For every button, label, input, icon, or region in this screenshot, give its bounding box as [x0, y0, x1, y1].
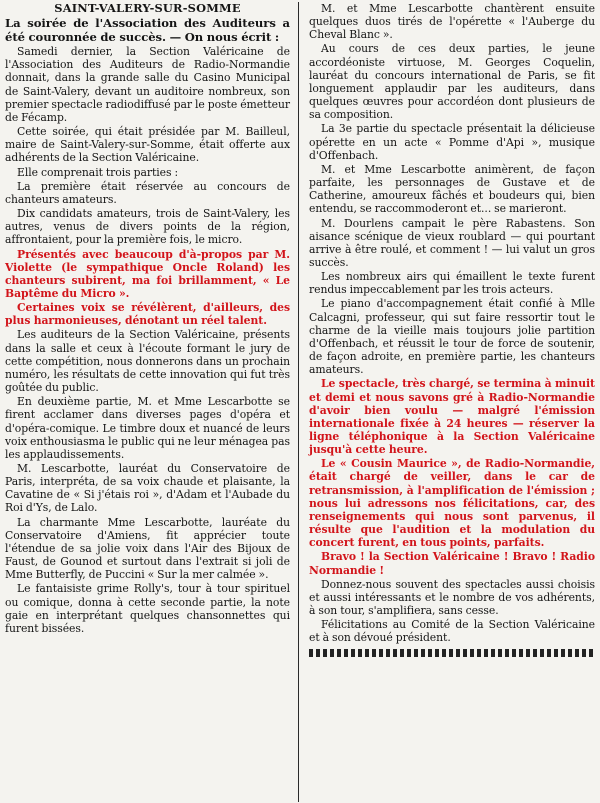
- right-paragraphs: [309, 2, 595, 645]
- paragraph: La première était réservée au concours de chanteurs amateurs.: [5, 179, 290, 206]
- right-column: [309, 2, 595, 657]
- end-rule: [309, 649, 595, 657]
- paragraph: Elle comprenait trois parties :: [17, 165, 179, 179]
- paragraph: Donnez-nous souvent des spectacles aussi choisis et aussi intéressants et le nombre de vos adhérents, à son tour, s'amplifiera, sans cesse.: [309, 577, 595, 618]
- paragraph: M. Lescarbotte, lauréat du Conservatoire de Paris, interpréta, de sa voix chaude et plaisante, la Cavatine de « Si j'étais roi », d'Adam et l'Aubade du Roi d'Ys, de Lalo.: [5, 462, 290, 515]
- column-divider: [298, 2, 299, 802]
- paragraph: Cette soirée, qui était présidée par M. Bailleul, maire de Saint-Valery-sur-Somme, était offerte aux adhérents de la Section Valéricaine.: [5, 125, 290, 165]
- left-column: [5, 2, 290, 636]
- paragraph: La charmante Mme Lescarbotte, lauréate du Conservatoire d'Amiens, fit apprécier toute l'étendue de sa jolie voix dans l'Air des Bijoux de Faust, de Gounod et surtout dans l'extrait si joli de Mme Butterfly, de Puccini « Sur la mer calmée ».: [5, 515, 290, 582]
- headline: La soirée de l'Association des Auditeurs a été couronnée de succès. — On nous écrit :: [5, 16, 290, 45]
- paragraph: Au cours de ces deux parties, le jeune accordéoniste virtuose, M. Georges Coquelin, lauréat du concours international de Paris, se fit longuement applaudir par les auditeurs, dans quelques œuvres pour accordéon dont plusieurs de sa composition.: [309, 42, 595, 122]
- paragraph: Samedi dernier, la Section Valéricaine de l'Association des Auditeurs de Radio-Normandie donnait, dans la grande salle du Casino Municipal de Saint-Valery, devant un auditoire nombreux, son premier spectacle radiodiffusé par le poste émetteur de Fécamp.: [5, 45, 290, 124]
- paragraph: Félicitations au Comité de la Section Valéricaine et à son dévoué président.: [309, 618, 595, 645]
- paragraph: M. et Mme Lescarbotte chantèrent ensuite quelques duos tirés de l'opérette « l'Auberge du Cheval Blanc ».: [309, 2, 595, 42]
- paragraph: Bravo ! la Section Valéricaine ! Bravo ! Radio Normandie !: [309, 550, 595, 577]
- paragraph: Le fantaisiste grime Rolly's, tour à tour spirituel ou comique, donna à cette seconde partie, la note gaie en interprétant quelques chansonnettes qui furent bissées.: [5, 582, 290, 635]
- paragraph: M. et Mme Lescarbotte animèrent, de façon parfaite, les personnages de Gustave et de Catherine, amoureux fâchés et boudeurs qui, bien entendu, se raccommoderont et... se marieront.: [309, 162, 595, 216]
- paragraph: M. Dourlens campait le père Rabastens. Son aisance scénique de vieux roublard — qui pourtant arrive à être roulé, et comment ! — lui valut un gros succès.: [309, 216, 595, 269]
- paragraph: Dix candidats amateurs, trois de Saint-Valery, les autres, venus de divers points de la région, affrontaient, pour la première fois, le micro.: [5, 207, 290, 247]
- paragraph: Le spectacle, très chargé, se termina à minuit et demi et nous savons gré à Radio-Normandie d'avoir bien voulu — malgré l'émission internationale fixée à 24 heures — réserver la ligne téléphonique à la Section Valéricaine jusqu'à cette heure.: [309, 377, 595, 457]
- paragraph: Le piano d'accompagnement était confié à Mlle Calcagni, professeur, qui sut faire ressortir tout le charme de la vieille mais toujours jolie partition d'Offenbach, et réussit le tour de force de soutenir, de façon adroite, en première partie, les chanteurs amateurs.: [309, 297, 595, 377]
- paragraph: La 3e partie du spectacle présentait la délicieuse opérette en un acte « Pomme d'Api », musique d'Offenbach.: [309, 122, 595, 162]
- paragraph: Certaines voix se révélèrent, d'ailleurs, des plus harmonieuses, dénotant un réel talent.: [5, 301, 290, 328]
- left-paragraphs: [5, 45, 290, 635]
- dateline: SAINT-VALERY-SUR-SOMME: [54, 1, 241, 15]
- paragraph: Les auditeurs de la Section Valéricaine, présents dans la salle et ceux à l'écoute formant le jury de cette compétition, nous donnerons dans un prochain numéro, les résultats de cette innovation qui fut très goûtée du public.: [5, 328, 290, 395]
- paragraph: Le « Cousin Maurice », de Radio-Normandie, était chargé de veiller, dans le car de retransmission, à l'amplification de l'émission ; nous lui adressons nos félicitations, car, des renseignements qui nous sont parvenus, il résulte que l'audition et la modulation du concert furent, en tous points, parfaits.: [309, 457, 595, 550]
- paragraph: Les nombreux airs qui émaillent le texte furent rendus impeccablement par les trois acteurs.: [309, 270, 595, 297]
- paragraph: En deuxième partie, M. et Mme Lescarbotte se firent acclamer dans diverses pages d'opéra et d'opéra-comique. Le timbre doux et nuancé de leurs voix enthousiasma le public qui ne leur ménagea pas les applaudissements.: [5, 395, 290, 461]
- paragraph: Présentés avec beaucoup d'à-propos par M. Violette (le sympathique Oncle Roland) les chanteurs subirent, ma foi brillamment, « Le Baptême du Micro ».: [5, 247, 290, 300]
